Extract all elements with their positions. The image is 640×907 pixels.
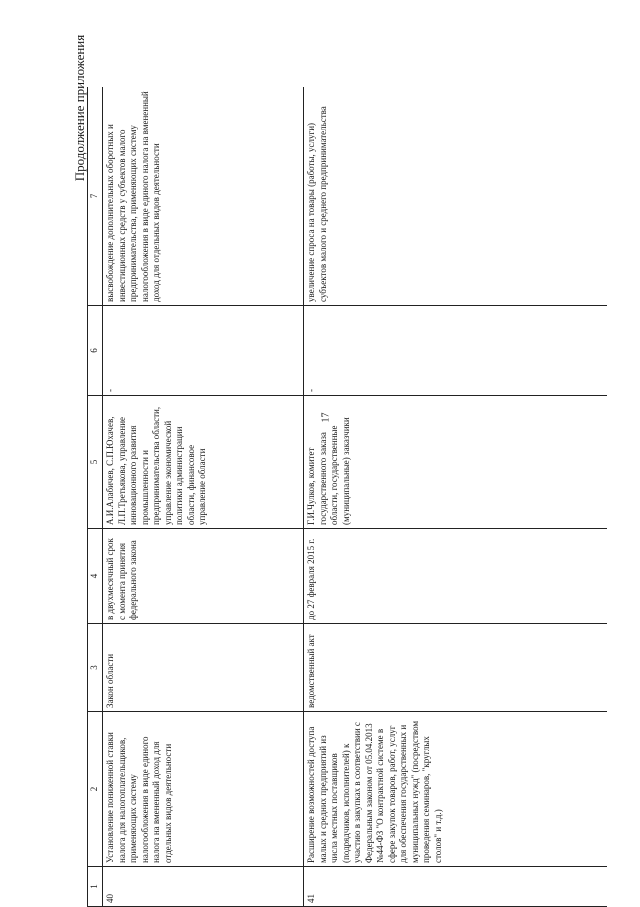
funding-cell: - [103, 306, 304, 396]
column-number-row [88, 87, 103, 907]
table-row [103, 87, 304, 907]
column-header-1: 1 [88, 867, 103, 907]
responsible-cell: Г.И.Чулков, комитет государственного заказа области, государственные (муниципальные) заказчики [304, 396, 608, 529]
expected-result-cell: увеличение спроса на товары (работы, услуги) субъектов малого и среднего предпринимательства [304, 87, 608, 306]
measure-cell: Установление пониженной ставки налога для налогоплательщиков, применяющих систему налогообложения в виде единого налога на вмененный доход для отдельных видов деятельности [103, 712, 304, 867]
column-header-4: 4 [88, 529, 103, 624]
expected-result-cell: высвобождение дополнительных оборотных и инвестиционных средств у субъектов малого предпринимательства, применяющих систему налогообложения в виде единого налога на вмененный доход для отдельных видов деятельности [103, 87, 304, 306]
column-header-5: 5 [88, 396, 103, 529]
page-number: 17 [320, 412, 332, 423]
table-frame [87, 87, 607, 907]
deadline-cell: в двухмесячный срок с момента принятия федерального закона [103, 529, 304, 624]
deadline-cell: до 27 февраля 2015 г. [304, 529, 608, 624]
measure-cell: Расширение возможностей доступа малых и средних предприятий из числа местных поставщиков (подрядчиков, исполнителей) к участию в закупках в соответствии с Федеральным законом от 05.04.2013 №44-ФЗ "О контрактной системе в сфере закупок товаров, работ, услуг для обеспечения государственных и муниципальных нужд" (посредством проведения семинаров, "круглых столов" и т.д.) [304, 712, 608, 867]
column-header-2: 2 [88, 712, 103, 867]
row-number: 40 [103, 867, 304, 907]
rotated-table-wrapper [87, 87, 607, 907]
document-type-cell: Закон области [103, 624, 304, 712]
funding-cell: - [304, 306, 608, 396]
table-row [304, 87, 608, 907]
column-header-3: 3 [88, 624, 103, 712]
document-type-cell: ведомственный акт [304, 624, 608, 712]
running-head: Продолжение приложения [72, 34, 87, 182]
row-number: 41 [304, 867, 608, 907]
column-header-7: 7 [88, 87, 103, 306]
column-header-6: 6 [88, 306, 103, 396]
appendix-table [87, 87, 607, 907]
responsible-cell: А.И.Алабичев, С.П.Юхачев, Л.П.Третьякова, управление инновационного развития промышленности и предпринимательства области, управление экономической политики администрации области, финансовое управление области [103, 396, 304, 529]
